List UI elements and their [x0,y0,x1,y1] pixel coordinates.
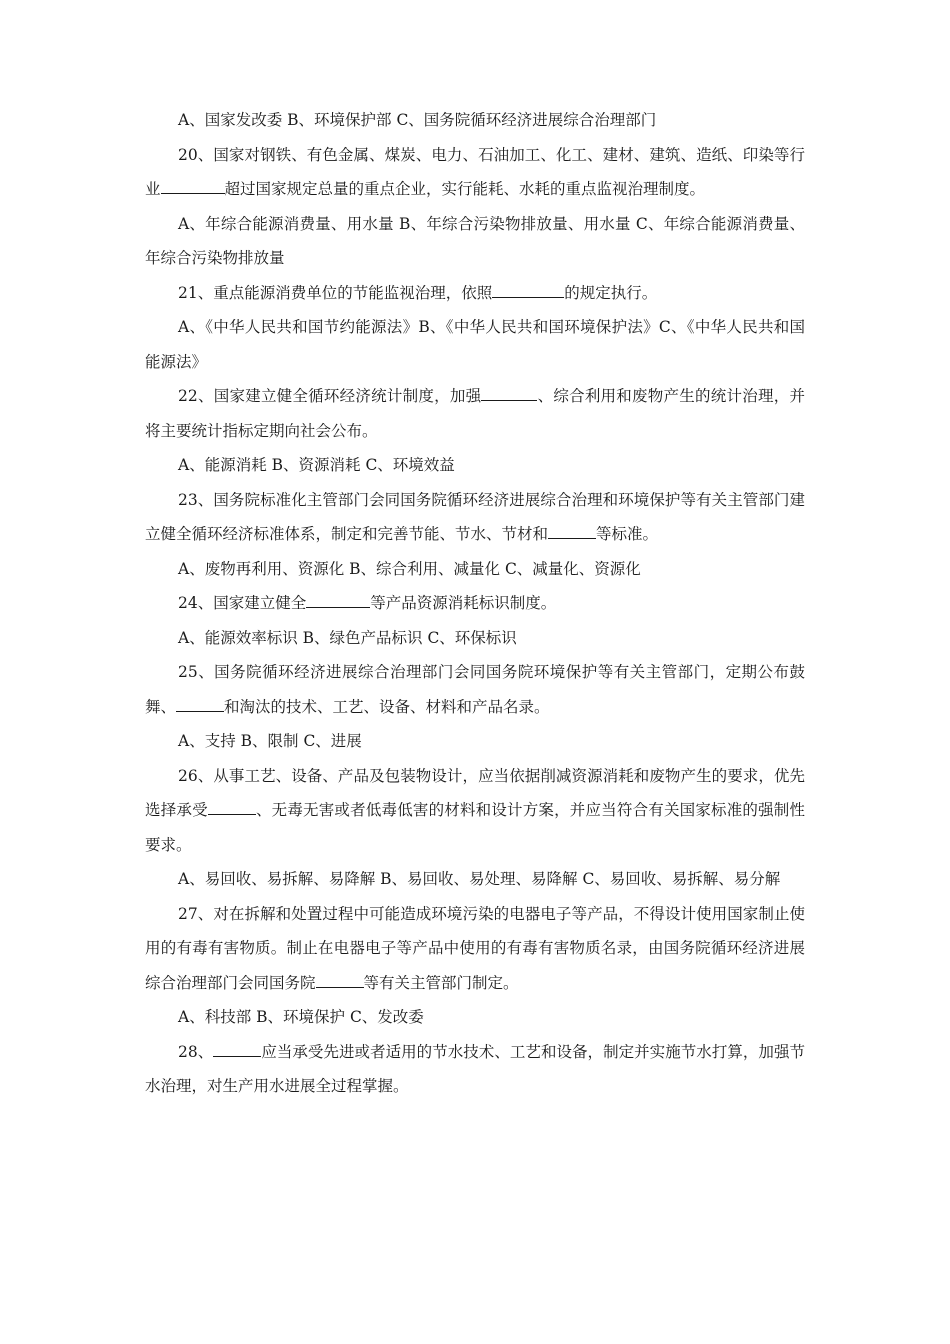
answer-options [145,552,805,587]
fill-in-blank [306,591,370,608]
text-run: 28、 [178,1042,214,1061]
text-run: 的规定执行。 [564,283,658,302]
question-text [145,379,805,448]
fill-in-blank [213,1039,261,1056]
text-run: 22、国家建立健全循环经济统计制度，加强 [178,387,482,405]
fill-in-blank [208,798,256,815]
answer-options [145,621,805,656]
text-run: A、易回收、易拆解、易降解 B、易回收、易处理、易降解 C、易回收、易拆解、易分解 [178,870,781,888]
text-run: 23、国务院标准化主管部门会同国务院循环经济进展综合治理和环境保护等有关主管部门建立健全循环经济标准体系，制定和完善节能、节水、节材和 [145,490,805,543]
text-run: 24、国家建立健全 [178,594,307,612]
answer-options [145,207,805,276]
text-run: A、年综合能源消费量、用水量 B、年综合污染物排放量、用水量 C、年综合能源消费量、年综合污染物排放量 [145,214,805,267]
text-run: 、无毒无害或者低毒低害的材料和设计方案，并应当符合有关国家标准的强制性要求。 [145,801,805,854]
text-run: A、废物再利用、资源化 B、综合利用、减量化 C、减量化、资源化 [178,559,641,578]
text-run: 等标准。 [596,525,659,543]
fill-in-blank [176,694,224,711]
answer-options [145,103,805,138]
fill-in-blank [548,522,596,539]
text-run: 25、国务院循环经济进展综合治理部门会同国务院环境保护等有关主管部门，定期公布鼓舞、 [145,663,805,716]
fill-in-blank [492,280,564,297]
fill-in-blank [316,970,364,987]
text-run: A、支持 B、限制 C、进展 [178,732,362,750]
text-run: A、国家发改委 B、环境保护部 C、国务院循环经济进展综合治理部门 [178,111,657,129]
answer-options [145,448,805,483]
text-run: A、能源消耗 B、资源消耗 C、环境效益 [178,456,455,474]
document-body [145,103,805,1104]
fill-in-blank [161,177,225,194]
question-text [145,483,805,552]
answer-options [145,1000,805,1035]
answer-options [145,862,805,897]
text-run: A、能源效率标识 B、绿色产品标识 C、环保标识 [178,628,517,647]
answer-options [145,310,805,379]
question-text [145,1035,805,1104]
text-run: 应当承受先进或者适用的节水技术、工艺和设备，制定并实施节水打算，加强节水治理，对生产用水进展全过程掌握。 [145,1042,805,1095]
text-run: 、综合利用和废物产生的统计治理，并将主要统计指标定期向社会公布。 [145,387,805,440]
text-run: 和淘汰的技术、工艺、设备、材料和产品名录。 [224,697,550,716]
text-run: 26、从事工艺、设备、产品及包装物设计，应当依据削减资源消耗和废物产生的要求，优先选择承受 [145,766,805,819]
text-run: A、《中华人民共和国节约能源法》B、《中华人民共和国环境保护法》C、《中华人民共和国能源法》 [145,318,805,371]
fill-in-blank [481,384,537,401]
text-run: 等产品资源消耗标识制度。 [370,594,557,612]
text-run: A、科技部 B、环境保护 C、发改委 [178,1008,424,1026]
question-text [145,759,805,863]
question-text [145,138,805,207]
text-run: 超过国家规定总量的重点企业，实行能耗、水耗的重点监视治理制度。 [224,180,706,198]
question-text [145,655,805,724]
text-run: 20、国家对钢铁、有色金属、煤炭、电力、石油加工、化工、建材、建筑、造纸、印染等行业 [145,145,805,198]
question-text [145,897,805,1001]
text-run: 等有关主管部门制定。 [363,973,519,992]
text-run: 27、对在拆解和处置过程中可能造成环境污染的电器电子等产品，不得设计使用国家制止使用的有毒有害物质。制止在电器电子等产品中使用的有毒有害物质名录，由国务院循环经济进展综合治理部门会同国务院 [145,904,805,992]
question-text [145,276,805,311]
answer-options [145,724,805,759]
text-run: 21、重点能源消费单位的节能监视治理，依照 [178,283,493,302]
question-text [145,586,805,621]
